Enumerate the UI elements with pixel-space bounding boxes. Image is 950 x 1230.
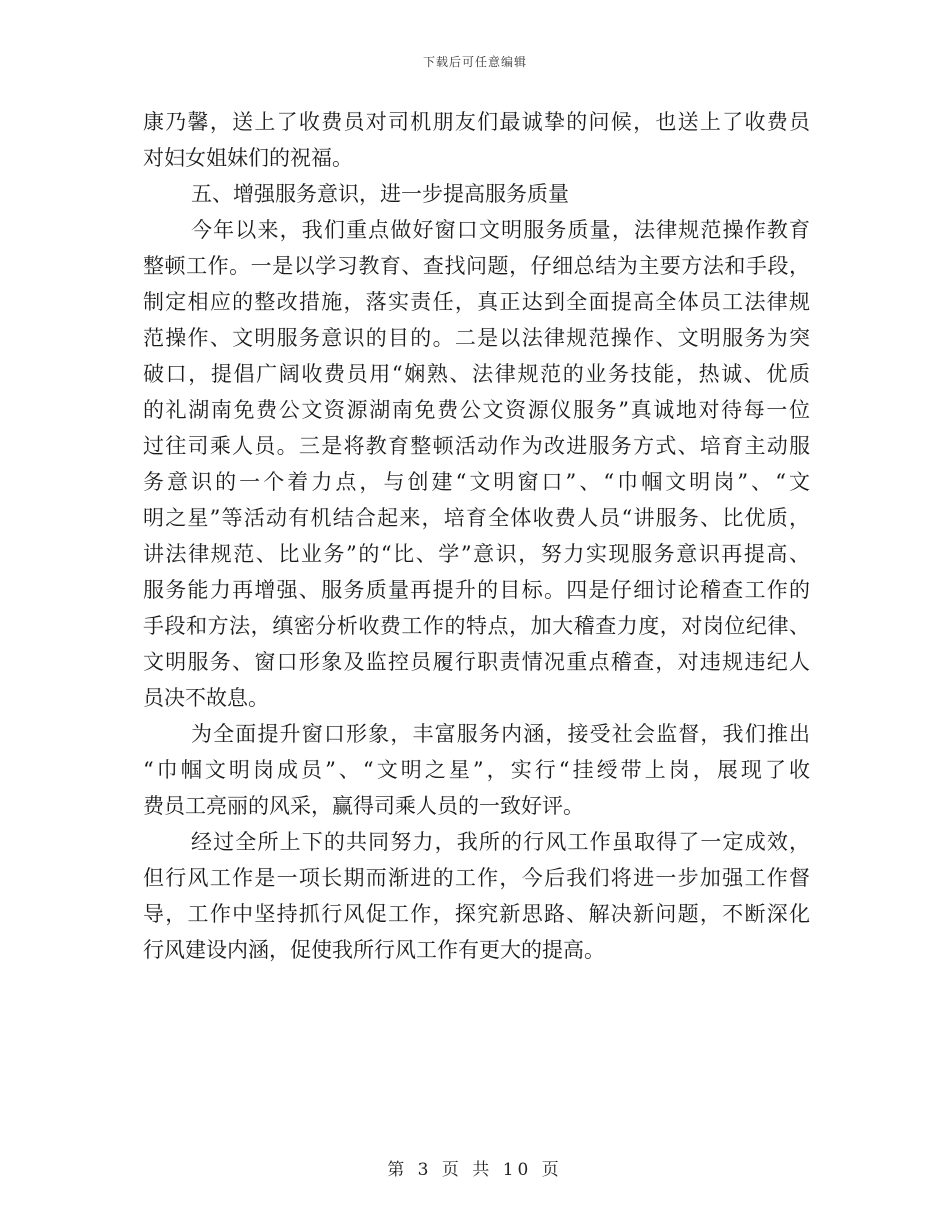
section-heading: 五、增强服务意识，进一步提高服务质量 bbox=[191, 182, 569, 206]
text-line: 明之星”等活动有机结合起来，培育全体收费人员“讲服务、比优质， bbox=[143, 506, 810, 530]
text-line: “巾帼文明岗成员”、“文明之星”，实行“挂绶带上岗，展现了收 bbox=[143, 758, 810, 782]
page-header: 下载后可任意编辑 bbox=[422, 55, 527, 69]
text-line: 但行风工作是一项长期而渐进的工作，今后我们将进一步加强工作督 bbox=[143, 866, 810, 890]
document-body bbox=[143, 104, 810, 968]
text-line: 今年以来，我们重点做好窗口文明服务质量，法律规范操作教育 bbox=[191, 218, 810, 242]
text-line: 范操作、文明服务意识的目的。二是以法律规范操作、文明服务为突 bbox=[143, 326, 810, 350]
text-line: 员决不故息。 bbox=[143, 686, 269, 710]
text-line: 整顿工作。一是以学习教育、查找问题，仔细总结为主要方法和手段， bbox=[143, 254, 810, 278]
text-line: 讲法律规范、比业务”的“比、学”意识，努力实现服务意识再提高、 bbox=[143, 542, 810, 566]
text-line: 经过全所上下的共同努力，我所的行风工作虽取得了一定成效， bbox=[191, 830, 810, 854]
text-line: 破口，提倡广阔收费员用“娴熟、法律规范的业务技能，热诚、优质 bbox=[143, 362, 810, 386]
text-line: 过往司乘人员。三是将教育整顿活动作为改进服务方式、培育主动服 bbox=[143, 434, 810, 458]
text-line: 费员工亮丽的风采，赢得司乘人员的一致好评。 bbox=[143, 794, 584, 818]
text-line: 务意识的一个着力点，与创建“文明窗口”、“巾帼文明岗”、“文 bbox=[143, 470, 810, 494]
text-line: 文明服务、窗口形象及监控员履行职责情况重点稽查，对违规违纪人 bbox=[143, 650, 810, 674]
text-line: 为全面提升窗口形象，丰富服务内涵，接受社会监督，我们推出 bbox=[191, 722, 810, 746]
text-line: 制定相应的整改措施，落实责任，真正达到全面提高全体员工法律规 bbox=[143, 290, 810, 314]
text-line: 手段和方法，缜密分析收费工作的特点，加大稽查力度，对岗位纪律、 bbox=[143, 614, 810, 638]
text-line: 对妇女姐妹们的祝福。 bbox=[143, 146, 353, 170]
text-line: 康乃馨，送上了收费员对司机朋友们最诚挚的问候，也送上了收费员 bbox=[143, 110, 810, 134]
text-line: 的礼湖南免费公文资源湖南免费公文资源仪服务”真诚地对待每一位 bbox=[143, 398, 810, 422]
text-line: 服务能力再增强、服务质量再提升的目标。四是仔细讨论稽查工作的 bbox=[143, 578, 810, 602]
text-line: 导，工作中坚持抓行风促工作，探究新思路、解决新问题，不断深化 bbox=[143, 902, 810, 926]
text-line: 行风建设内涵，促使我所行风工作有更大的提高。 bbox=[143, 938, 605, 962]
page-number: 第 3 页 共 10 页 bbox=[387, 1160, 563, 1180]
